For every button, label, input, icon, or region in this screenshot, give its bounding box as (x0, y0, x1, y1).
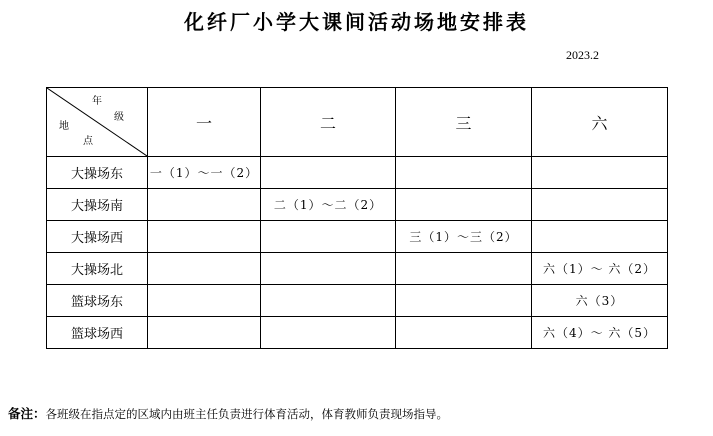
place-cell: 大操场东 (47, 157, 148, 189)
table-cell: 六（4）～ 六（5） (532, 317, 668, 349)
table-cell (261, 285, 396, 317)
table-row (47, 285, 668, 317)
table-cell (148, 285, 261, 317)
grade-header: 二 (261, 88, 396, 157)
place-cell: 大操场南 (47, 189, 148, 221)
table-row (47, 317, 668, 349)
corner-label-place-2: 点 (83, 136, 93, 147)
table-row (47, 221, 668, 253)
table-cell (261, 253, 396, 285)
table-cell (396, 317, 532, 349)
table-cell (261, 317, 396, 349)
remark (8, 404, 448, 422)
grade-header: 三 (396, 88, 532, 157)
table-cell (148, 317, 261, 349)
grade-header: 一 (148, 88, 261, 157)
remark-text: 各班级在指点定的区域内由班主任负责进行体育活动，体育教师负责现场指导。 (45, 407, 449, 421)
remark-label: 备注： (8, 406, 46, 421)
header-row (47, 88, 668, 157)
place-cell: 篮球场东 (47, 285, 148, 317)
table-cell (532, 221, 668, 253)
table-cell (396, 157, 532, 189)
corner-label-grade-2: 级 (114, 112, 124, 123)
table-cell (261, 157, 396, 189)
table-cell (532, 157, 668, 189)
corner-header (47, 88, 148, 157)
table-cell (396, 285, 532, 317)
table-cell (148, 221, 261, 253)
date-label: 2023.2 (566, 48, 599, 62)
table-row (47, 189, 668, 221)
grade-header: 六 (532, 88, 668, 157)
table-row (47, 253, 668, 285)
table-cell: 六（1）～ 六（2） (532, 253, 668, 285)
corner-label-place-1: 地 (59, 121, 69, 132)
table-cell (148, 189, 261, 221)
table-cell: 二（1）～二（2） (261, 189, 396, 221)
table-cell: 六（3） (532, 285, 668, 317)
table-cell (261, 221, 396, 253)
corner-label-grade-1: 年 (92, 96, 102, 107)
table-cell (396, 253, 532, 285)
table-cell (396, 189, 532, 221)
page-title: 化纤厂小学大课间活动场地安排表 (184, 10, 529, 34)
place-cell: 大操场北 (47, 253, 148, 285)
table-cell (148, 253, 261, 285)
place-cell: 篮球场西 (47, 317, 148, 349)
schedule-table (46, 87, 668, 349)
table-cell (532, 189, 668, 221)
place-cell: 大操场西 (47, 221, 148, 253)
table-cell: 三（1）～三（2） (396, 221, 532, 253)
table-cell: 一（1）～一（2） (148, 157, 261, 189)
table-row (47, 157, 668, 189)
